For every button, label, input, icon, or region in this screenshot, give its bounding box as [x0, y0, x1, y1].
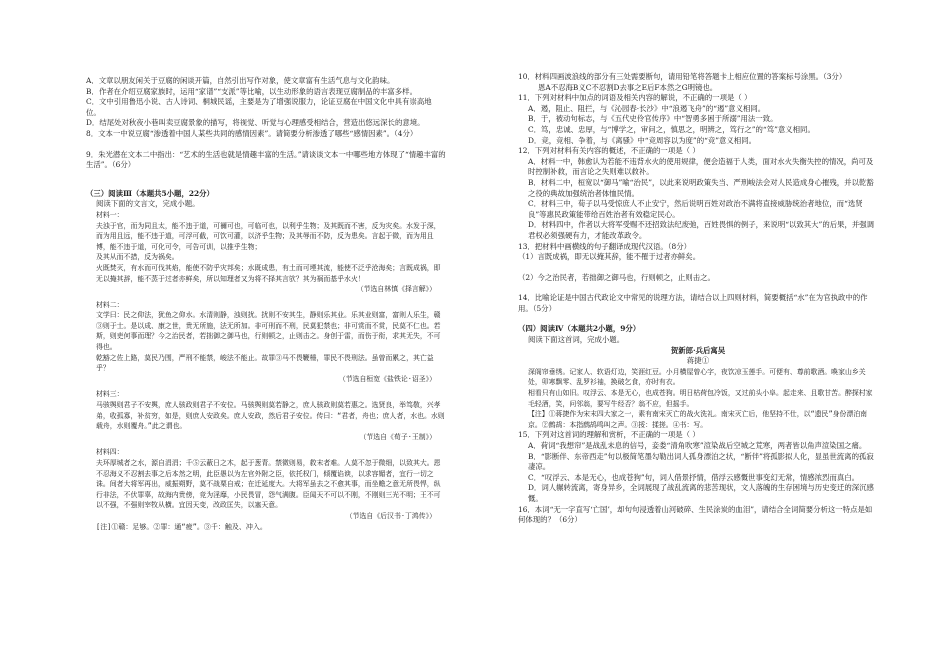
q12-option-c: C．材料三中，荀子以马受惊庶人不止安宁，然后说明百姓对政治不满将直接威胁统治者地位，而“选贤良”等惠民政策能带给百姓治者有效稳定民心。: [528, 199, 863, 219]
question-8: 8．文本一中说豆腐“渗透着中国人某些共同的感情因素”。请简要分析渗透了哪些“感情因素”。（4分）: [86, 128, 418, 138]
section-4-title: （四）阅读Ⅳ（本题共2小题，9分）: [518, 324, 641, 334]
q15-option-a: A．荷词“我想帘”是战乱未息的信号，妾娄“清角吹寒”渲染战后空城之荒寒，两者皆以角声渲染国之痛。: [528, 441, 867, 450]
q7-option-c: C．文中引用鲁迅小说、古人诗词、桐城民谣，主要是为了增强说服力，论证豆腐在中国文化中具有崇高地位。: [86, 97, 432, 117]
material-2-source: （节选自桓宽《盐铁论·诏圣》）: [338, 374, 436, 383]
material-1-para-3: 火既焚灭，有水而可伐其焰，能使不防乎灾邦矣；水既成患，有土而可堙其流，能使不泛乎沧海矣；言既成祸，即无以掩其辞，能不蒸于过者亦鲜矣，所以知理者又为将不择其言欤？其为祸而基乎水火！: [96, 263, 441, 283]
material-2-para-1: 文学曰：民之仰法，犹鱼之仰水。水清则静，浊则扰。扰则不安其生，静则乐其业。乐其业则富，富则人乐生，赣③则于士。是以成、康之世，贵无所施，法无所加。非可刑而不刑，民莫犯禁也；非可赏而不赏，民莫不仁也。若斯，则吏何事而理？今之治民者，若拙御之御马也，行则顿之，止则击之。身创于雷，而伤于衔，求其无失，不可得也。: [96, 311, 441, 352]
section-4-intro: 阅读下面这首词，完成小题。: [528, 335, 625, 345]
q11-option-b: B．于，被动句标志，与《五代史伶官传序》中“智勇多困于所溺”用法一致。: [528, 114, 778, 124]
q15-option-c: C．“叹浮云、本是无心，也成苍狗”句，词人借景抒情，借浮云感慨世事变幻无常，情感浓烈而真白。: [528, 472, 860, 482]
q12-option-b: B．材料二中，桓宽以“御马”喻“治民”，以此来说明政策失当、严刑峻法会对人民造成身心摧残，并以乾豁之役的典故加强统治者体恤民情。: [528, 177, 874, 198]
q7-option-b: B．作者在介绍豆腐家族时，运用“家谱”“支派”等比喻，以生动形象的语言表现豆腐制品的丰富多样。: [86, 86, 417, 96]
material-2-para-2: 乾豁之佐上路，莫民乃围，严刑不能禁，峻法不能止。故罪③马不畏鞭棰，罪民不畏刑法。虽曾而累之，其亡益乎？: [96, 353, 434, 373]
classical-text: [86, 210, 446, 532]
material-4-source: （节选自《后汉书·丁鸿传》）: [345, 511, 436, 520]
material-1-source: （节选自林慎《择言解》）: [356, 285, 436, 294]
section-3-intro: 阅读下面的文言文，完成小题。: [96, 199, 200, 209]
material-1-para-2: 及其从而不措，反为祸矣。: [96, 253, 179, 262]
q12-option-a: A．材料一中，韩愈认为若能不违背水火的使用规律，便会造福于人类，面对水火失衡失控的情况，尚可及时控制补救，而言论之失则难以救补。: [528, 156, 874, 177]
material-1-para-1: 夫浊于官，而为同且太，能不违于道，可禰可也，可临可也，以利乎生物；及其既而不害，反为灾矣。水发于深，而为用且远，能不违于道，可浮可截，可饮可灌，以济乎生物；及其辱而不防，反为患矣。言起于微，而为用且博，能不违于道，可化可令，可告可训，以推乎生物；: [96, 221, 441, 251]
right-column: [518, 0, 878, 526]
annotation-note: [注]①赣：足够。②罪：通“疲”。③千：触及、冲入。: [96, 522, 267, 531]
material-4-para-1: 夫环厚城者之水，源自涓涓；千⑤云蔽日之木，起于葱青。禁微则易，救末者难。人莫不忽于微细，以致其大。恩不忍海义不忍割去事之后本然之明，此臣愚以为左官外附之臣，依托权门，倾覆谄谀，以求容媚者，宜行一切之诛。间者大将军再出，威振朔野，莫不战栗自戒；在迁延度大。大将军虽去之不愈其事，而坐赡之意无所畏悍，纵行非法，不伏罪辜，故海内贵傍，竞为淫靡，小民畏冒，怨气满腹。臣闻天不可以不刚，不刚则三光不明；王不可以不强，不强则宰牧从横。宜因天变，改政匡失，以塞天意。: [96, 459, 441, 510]
material-3-source: （节选自《荀子·王制》）: [359, 432, 436, 441]
poem-author: 蒋捷①: [686, 356, 710, 366]
poem-body: [518, 367, 878, 431]
material-4-label: 材料四：: [96, 448, 124, 457]
q15-option-d: D．词人辗转流离，寄身异乡，全词展现了战乱流离的悲苦现状，文人落魄的生存困境与历史变迁的深沉感慨。: [528, 483, 874, 503]
material-3-para-1: 马骇舆则君子不安舆，庶人骇政则君子不安位。马骇舆则莫若静之，庶人骇政则莫若惠之。选贤良，举笃敬，兴孝弟，收孤寡，补贫穷，如是，则庶人安政矣。庶人安政，然后君子安位。传曰：“君者，舟也；庶人者，水也。水则载舟，水则覆舟。”此之谓也。: [96, 401, 445, 431]
poem-stanza-2: 相看只有山如旧。叹浮云、本是无心，也成苍狗。明日枯荷包冷饭，又过前头小阜。起走来、且歌甘苦。醉探村家毛轻酒，笑，问邻翁，要写牛经否？翁不应，但摇手。: [528, 389, 873, 408]
material-2-label: 材料二：: [96, 300, 124, 309]
poem-stanza-1: 深阁帘垂绣。记家人、软语灯边，笑涯红豆。小月横屋曾心字，夜饮凉玉莲手。可便有、尊前歌酒。喚家山乡关处，卯寒飘零、乱罗衫袖，换破乞食，亦时有衣。: [528, 367, 866, 387]
question-14: 14．比喻论证是中国古代政论文中常见的说理方法，请结合以上四则材料，简要概括“水”在为官执政中的作用。（5分）: [518, 293, 868, 313]
question-13-part-2: （2）今之治民者，若拙御之御马也，行则顿之，止则击之。: [518, 272, 715, 282]
question-15: 15．下列对这首词的理解和赏析，不正确的一项是（ ）: [518, 430, 700, 440]
question-13: 13．把材料中画横线的句子翻译成现代汉语。（8分）: [518, 241, 692, 251]
material-3-label: 材料三：: [96, 390, 124, 399]
question-13-part-1: （1）言既成祸，即无以掩其辞，能不罹于过者亦鲜矣。: [518, 252, 701, 262]
question-9: 9．朱光潜在文本二中指出：“艺术的生活也就是情趣丰富的生活。”请谈谈文本一中哪些地方体现了“情趣丰富的生活”。（6分）: [86, 149, 446, 170]
poem-title: 贺新郎·兵后寓吴: [670, 345, 726, 355]
q11-option-c: C．笃，忠诚、忠厚，与“博学之，审问之，慎思之，明辨之，笃行之”的“笃”意义相同。: [528, 124, 815, 134]
q15-option-b: B．“影断伴、东帝西走”句以极简笔墨勾勒出词人孤身漂泊之状，“断伴”将孤影拟人化，显虽世流离的孤寂凄凉。: [528, 451, 874, 472]
poem-note: 【注】①蒋捷作为宋末四大家之一，素有南宋灭亡的战火洗礼。南宋灭亡后，他坚持不仕，以“遗民”身份漂泊南京。②鹧鸪：本指鹧鸪鸣叫之声。③挼：揉搓。④书：写。: [528, 410, 868, 429]
left-column: [86, 0, 446, 532]
question-11: 11．下列对材料中加点的词语及相关内容的解说，不正确的一项是（ ）: [518, 93, 752, 103]
question-10-sentence: 恩A不忍海B义C不忍割D去事之E后F本然之G明镜也。: [538, 82, 718, 92]
question-10: 10．材料四画波浪线的部分有三处需要断句，请用铅笔将答题卡上相应位置的答案标号涂黑。（3分）: [518, 72, 847, 81]
question-16: 16．本词“无一字直写‘亡国’，却句句浸透着山河破碎、生民涂炭的血泪”，请结合全词简要分析这一特点是如何体现的？（6分）: [518, 504, 873, 525]
q7-option-a: A．文章以朋友闲关于豆腐的闲谈开篇，自然引出写作对象，使文章富有生活气息与文化韵味。: [86, 76, 395, 85]
q11-option-d: D．竞，竞相、争着，与《离骚》中“竞周容以为度”的“竞”意义相同。: [528, 135, 756, 145]
section-3-title: （三）阅读Ⅲ（本题共5小题，22分）: [86, 188, 214, 198]
q11-option-a: A．遏，阻止、阻拦，与《沁园春·长沙》中“浪遏飞舟”的“遏”意义相同。: [528, 103, 766, 113]
q7-option-d: D．结尾处对秋夜小巷叫卖豆腐景象的描写，将视觉、听觉与心理感受相结合，营造出悠远深长的意境。: [86, 118, 425, 128]
material-1-label: 材料一：: [96, 210, 124, 219]
q12-option-d: D．材料四中，作者以大将军受赐不还招致法纪废弛，百姓畏惧的例子，来说明“以致其大”的后果，并强调君权必须强硬有力，才能改革政令。: [528, 220, 875, 240]
question-12: 12．下列对材料有关内容的概述，不正确的一项是（ ）: [518, 146, 700, 156]
